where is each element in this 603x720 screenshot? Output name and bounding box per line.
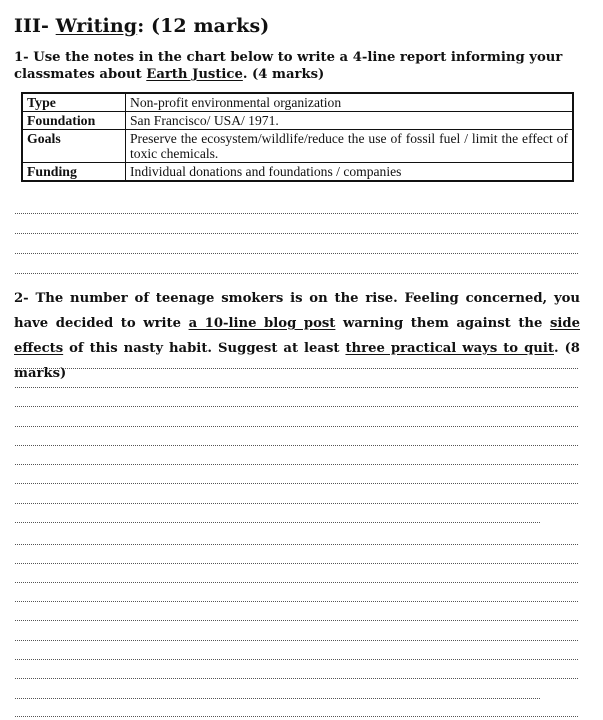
question-2-text: warning them against the bbox=[335, 316, 550, 331]
answer-line[interactable] bbox=[15, 544, 578, 545]
notes-chart bbox=[21, 92, 574, 182]
answer-line[interactable] bbox=[15, 601, 578, 602]
chart-row-funding bbox=[22, 163, 573, 182]
section-title-writing: Writing bbox=[55, 15, 138, 37]
chart-value: Individual donations and foundations / companies bbox=[126, 163, 574, 182]
question-1-text: 1- Use the notes in the chart below to write a 4-line report informing your classmates about bbox=[14, 50, 563, 82]
question-2-blog-post: a 10-line blog post bbox=[188, 316, 336, 331]
question-2-text: of this nasty habit. Suggest at least bbox=[63, 341, 346, 356]
answer-line[interactable] bbox=[15, 233, 578, 234]
answer-line[interactable] bbox=[15, 464, 578, 465]
question-2-text: 2- The number of teenage smokers is on the rise. Feeling concerned, you have decided to write bbox=[14, 291, 580, 331]
answer-line[interactable] bbox=[15, 716, 578, 717]
chart-label: Type bbox=[22, 93, 126, 112]
question-1-topic: Earth Justice bbox=[146, 67, 243, 82]
answer-line[interactable] bbox=[15, 582, 578, 583]
question-1-prompt bbox=[14, 49, 584, 83]
question-2-ways-to-quit: three practical ways to quit bbox=[345, 341, 554, 356]
question-1-marks: . (4 marks) bbox=[242, 67, 325, 82]
section-prefix: III- bbox=[14, 15, 56, 37]
answer-line[interactable] bbox=[15, 563, 578, 564]
answer-line[interactable] bbox=[15, 213, 578, 214]
question-2-marks: . (8 marks) bbox=[14, 341, 580, 381]
chart-row-goals bbox=[22, 130, 573, 163]
chart-value: San Francisco/ USA/ 1971. bbox=[126, 112, 574, 130]
chart-row-type bbox=[22, 93, 573, 112]
section-marks: : (12 marks) bbox=[137, 15, 270, 37]
answer-line[interactable] bbox=[15, 368, 578, 369]
chart-label: Foundation bbox=[22, 112, 126, 130]
chart-label: Funding bbox=[22, 163, 126, 182]
answer-line[interactable] bbox=[15, 406, 578, 407]
answer-line[interactable] bbox=[15, 503, 578, 504]
answer-line[interactable] bbox=[15, 678, 578, 679]
chart-row-foundation bbox=[22, 112, 573, 130]
answer-line[interactable] bbox=[15, 483, 578, 484]
section-title bbox=[14, 15, 269, 37]
chart-value: Non-profit environmental organization bbox=[126, 93, 574, 112]
answer-line[interactable] bbox=[15, 522, 540, 523]
answer-line[interactable] bbox=[15, 640, 578, 641]
answer-line[interactable] bbox=[15, 253, 578, 254]
answer-line[interactable] bbox=[15, 426, 578, 427]
chart-value: Preserve the ecosystem/wildlife/reduce the use of fossil fuel / limit the effect of toxic chemicals. bbox=[126, 130, 574, 163]
answer-line[interactable] bbox=[15, 387, 578, 388]
question-2-side-effects: side effects bbox=[14, 316, 581, 356]
chart-label: Goals bbox=[22, 130, 126, 163]
answer-line[interactable] bbox=[15, 659, 578, 660]
answer-line[interactable] bbox=[15, 620, 578, 621]
answer-line[interactable] bbox=[15, 445, 578, 446]
answer-line[interactable] bbox=[15, 698, 540, 699]
answer-line[interactable] bbox=[15, 273, 578, 274]
question-2-prompt bbox=[14, 286, 580, 386]
